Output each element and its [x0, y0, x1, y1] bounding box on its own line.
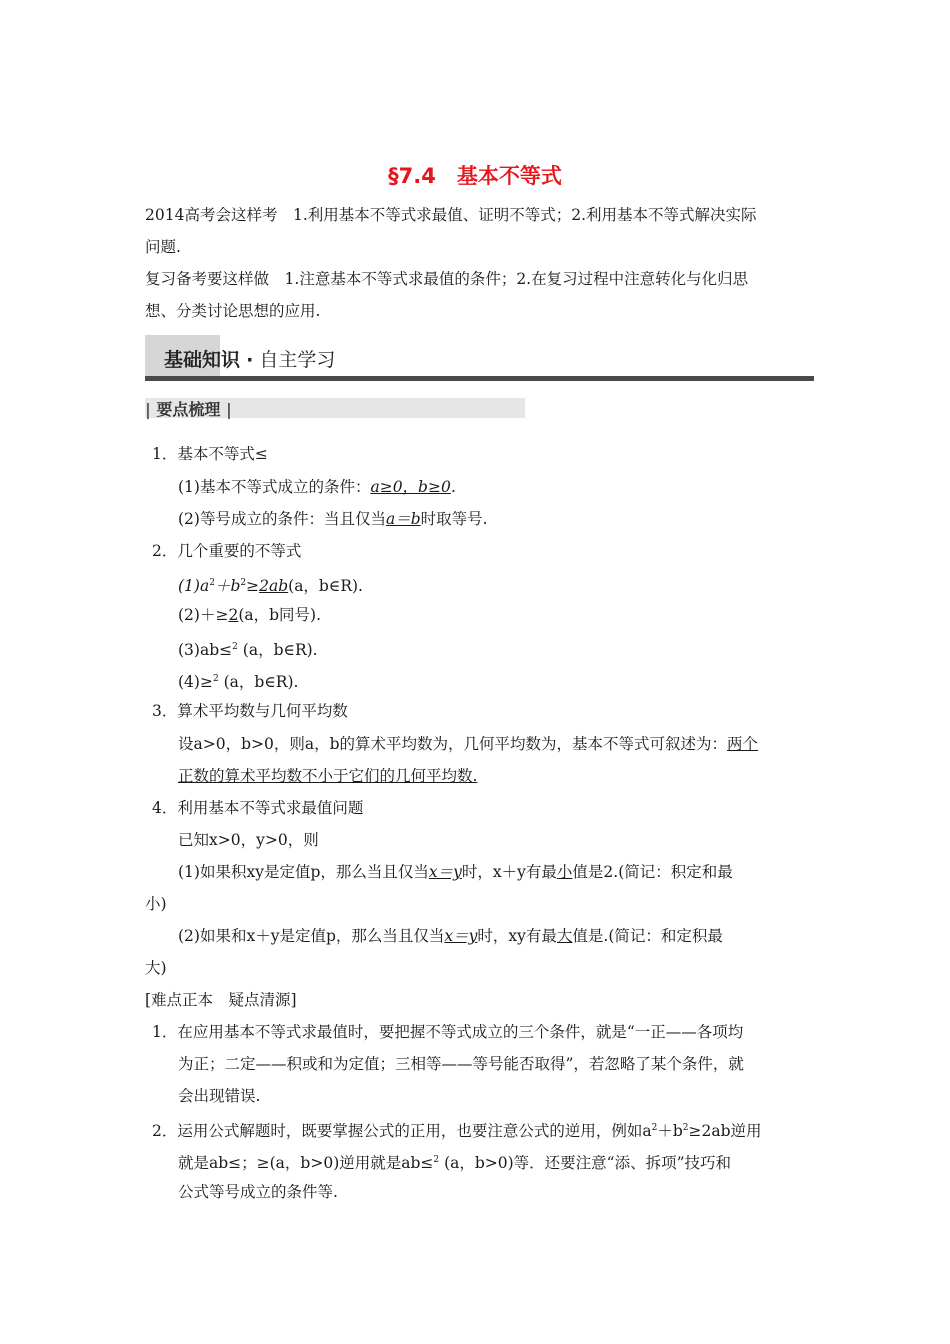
note-2-line-3: 公式等号成立的条件等.: [178, 1183, 338, 1201]
point-1-2-answer: a＝b: [385, 510, 421, 528]
prep-label: 复习备考要这样做: [145, 270, 270, 288]
point-2-1-b: ＋b: [214, 577, 241, 595]
point-4-2-mid: 时，xy有最: [477, 927, 557, 945]
section-title-dot: ·: [246, 349, 254, 371]
point-1-1-answer: a≥0，b≥0: [370, 478, 451, 496]
point-1-2-end: 时取等号.: [420, 510, 488, 528]
point-4-2-text: (2)如果和x＋y是定值p，那么当且仅当: [178, 927, 445, 945]
point-2-1-a: (1)a: [178, 577, 210, 595]
subsection-left-mark: |: [145, 400, 151, 419]
page-title: §7.4 基本不等式: [388, 164, 562, 188]
point-4-2-end: 值是.(简记：和定积最: [572, 927, 723, 945]
point-4-1: [178, 862, 733, 882]
sup-2: 2: [651, 1123, 658, 1133]
point-1-2: [178, 509, 488, 529]
point-1-1-text: (1)基本不等式成立的条件：: [178, 478, 371, 496]
point-2-2: [178, 605, 321, 625]
point-4-1-answer: x＝y: [428, 863, 462, 881]
subsection-right-mark: |: [226, 400, 232, 419]
sup-2: 2: [433, 1155, 440, 1165]
note-1-line-2: 为正；二定——积或和为定值；三相等——等号能否取得”，若忽略了某个条件，就: [178, 1055, 744, 1073]
point-4-2-cont: 大): [145, 959, 167, 977]
note-2-line-1-c: ≥2ab逆用: [688, 1122, 762, 1140]
section-title: [164, 345, 335, 372]
exam-line-1: [145, 199, 817, 231]
sup-2: 2: [240, 578, 247, 588]
point-4-2: [178, 926, 723, 946]
subsection-label: 要点梳理: [156, 400, 221, 419]
prep-line-1: [145, 263, 817, 295]
note-1-line-3: 会出现错误.: [178, 1087, 261, 1105]
note-2-line-1: [152, 1118, 762, 1141]
point-4-1-mid: 时，x＋y有最: [461, 863, 557, 881]
section-title-rest: 自主学习: [259, 349, 336, 371]
point-2: 2．几个重要的不等式: [152, 542, 302, 560]
section-title-main: 基础知识: [164, 349, 241, 371]
note-2-line-1-b: ＋b: [657, 1122, 683, 1140]
note-2-line-2-a: 就是ab≤；≥(a，b>0)逆用就是ab≤: [178, 1154, 434, 1172]
point-4-2-answer-2: 大: [556, 927, 573, 945]
section-rule: [145, 376, 814, 381]
point-1-1-end: .: [450, 478, 456, 496]
point-4-1-end: 值是2.(简记：积定和最: [572, 863, 733, 881]
point-1-1: [178, 477, 456, 497]
point-2-1-ge: ≥: [246, 577, 260, 595]
point-2-3: [178, 637, 318, 660]
point-4-0: 已知x>0，y>0，则: [178, 831, 319, 849]
point-3-1-answer: 两个: [727, 735, 759, 753]
point-2-2-text: (2)＋≥: [178, 606, 229, 624]
point-2-4-end: (a，b∈R).: [223, 673, 299, 691]
point-3-1-text: 设a>0，b>0，则a，b的算术平均数为，几何平均数为，基本不等式可叙述为：: [178, 735, 728, 753]
sup-2: 2: [682, 1123, 689, 1133]
point-2-1-end: (a，b∈R).: [288, 577, 363, 595]
sup-2: 2: [232, 642, 238, 652]
point-4-1-answer-2: 小: [556, 863, 573, 881]
exam-text: 1.利用基本不等式求最值、证明不等式；2.利用基本不等式解决实际: [292, 206, 757, 224]
sup-2: 2: [212, 674, 219, 684]
prep-text: 1.注意基本不等式求最值的条件；2.在复习过程中注意转化与化归思: [284, 270, 749, 288]
point-2-3-text: (3)ab≤: [178, 641, 233, 659]
point-4-2-answer: x＝y: [444, 927, 478, 945]
point-2-4-text: (4)≥: [178, 673, 213, 691]
point-2-1: [178, 573, 363, 596]
point-4: 4．利用基本不等式求最值问题: [152, 799, 364, 817]
point-2-4: [178, 669, 298, 692]
point-4-1-cont: 小): [145, 895, 167, 913]
note-1-line-1: 1．在应用基本不等式求最值时，要把握不等式成立的三个条件，就是“一正——各项均: [152, 1023, 744, 1041]
exam-label: 2014高考会这样考: [145, 206, 278, 224]
exam-line-2: 问题.: [145, 238, 181, 256]
point-2-2-answer: 2: [228, 606, 239, 624]
subsection-heading: [145, 397, 232, 420]
prep-line-2: 想、分类讨论思想的应用.: [145, 302, 321, 320]
note-2-line-1-a: 2．运用公式解题时，既要掌握公式的正用，也要注意公式的逆用，例如a: [152, 1122, 652, 1140]
point-3: 3．算术平均数与几何平均数: [152, 702, 348, 720]
point-2-3-end: (a，b∈R).: [242, 641, 318, 659]
point-2-2-end: (a，b同号).: [238, 606, 322, 624]
note-2-line-2: [178, 1150, 731, 1173]
point-1: 1．基本不等式≤: [152, 445, 268, 463]
point-3-1: [178, 734, 758, 754]
note-2-line-2-b: (a，b>0)等．还要注意“添、拆项”技巧和: [444, 1154, 732, 1172]
point-3-2: 正数的算术平均数不小于它们的几何平均数.: [178, 767, 478, 785]
point-1-2-text: (2)等号成立的条件：当且仅当: [178, 510, 386, 528]
sup-2: 2: [209, 578, 215, 588]
point-4-1-text: (1)如果积xy是定值p，那么当且仅当: [178, 863, 429, 881]
notes-header: [难点正本 疑点清源]: [145, 991, 297, 1009]
point-2-1-answer: 2ab: [259, 577, 289, 595]
